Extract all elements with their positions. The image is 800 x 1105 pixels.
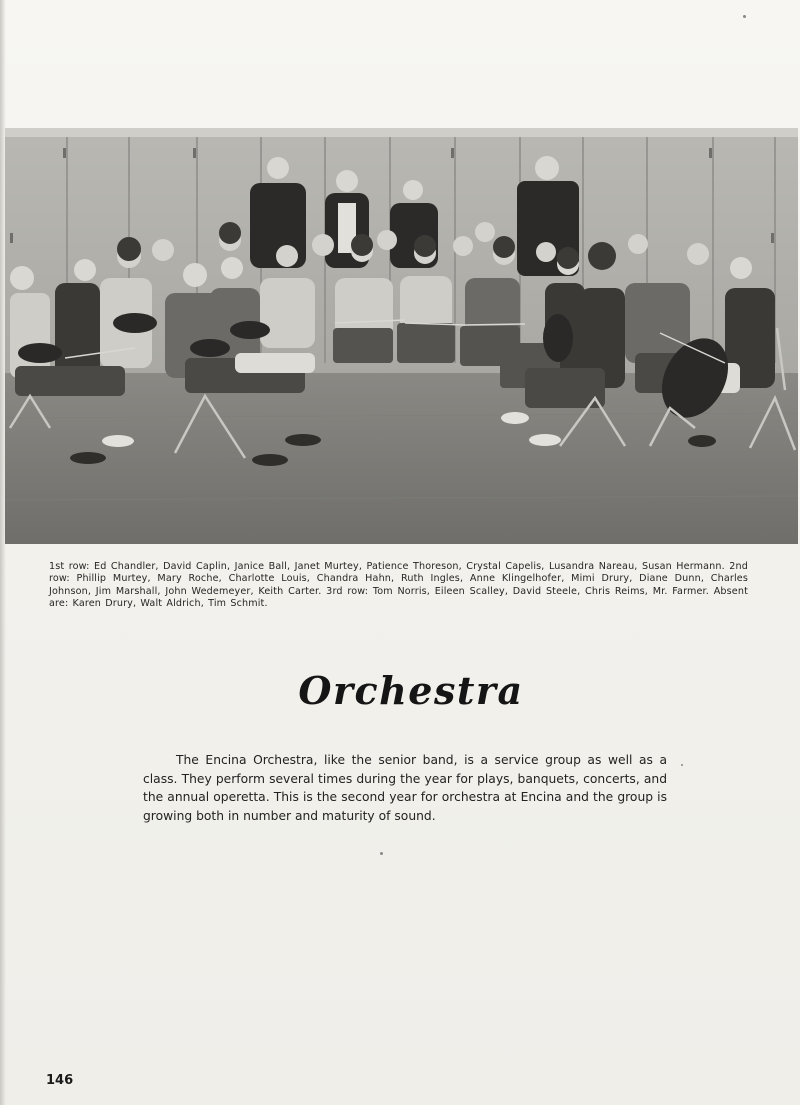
- paper-speck: [380, 852, 383, 855]
- page-number: 146: [46, 1073, 74, 1088]
- paper-speck: [743, 15, 746, 18]
- orchestra-group-photo: [5, 128, 798, 544]
- photo-caption: 1st row: Ed Chandler, David Caplin, Janice Ball, Janet Murtey, Patience Thoreson, Crystal Capelis, Lusandra Nareau, Susan Hermann. 2nd row: Phillip Murtey, Mary Roche, Charlotte Louis, Chandra Hahn, Ruth Ingles, Anne Klingelhofer, Mimi Drury, Diane Dunn, Charles Johnson, Jim Marshall, John Wedemeyer, Keith Carter. 3rd row: Tom Norris, Eileen Scalley, David Steele, Chris Reims, Mr. Farmer. Absent are: Karen Drury, Walt Aldrich, Tim Schmit.: [49, 561, 748, 609]
- page-title: Orchestra: [298, 668, 524, 713]
- body-paragraph: The Encina Orchestra, like the senior band, is a service group as well as a class. They perform several times during the year for plays, banquets, concerts, and the annual operetta. This is the second year for orchestra at Encina and the group is growing both in number and maturity of sound.: [143, 753, 667, 823]
- paper-speck: [681, 764, 683, 766]
